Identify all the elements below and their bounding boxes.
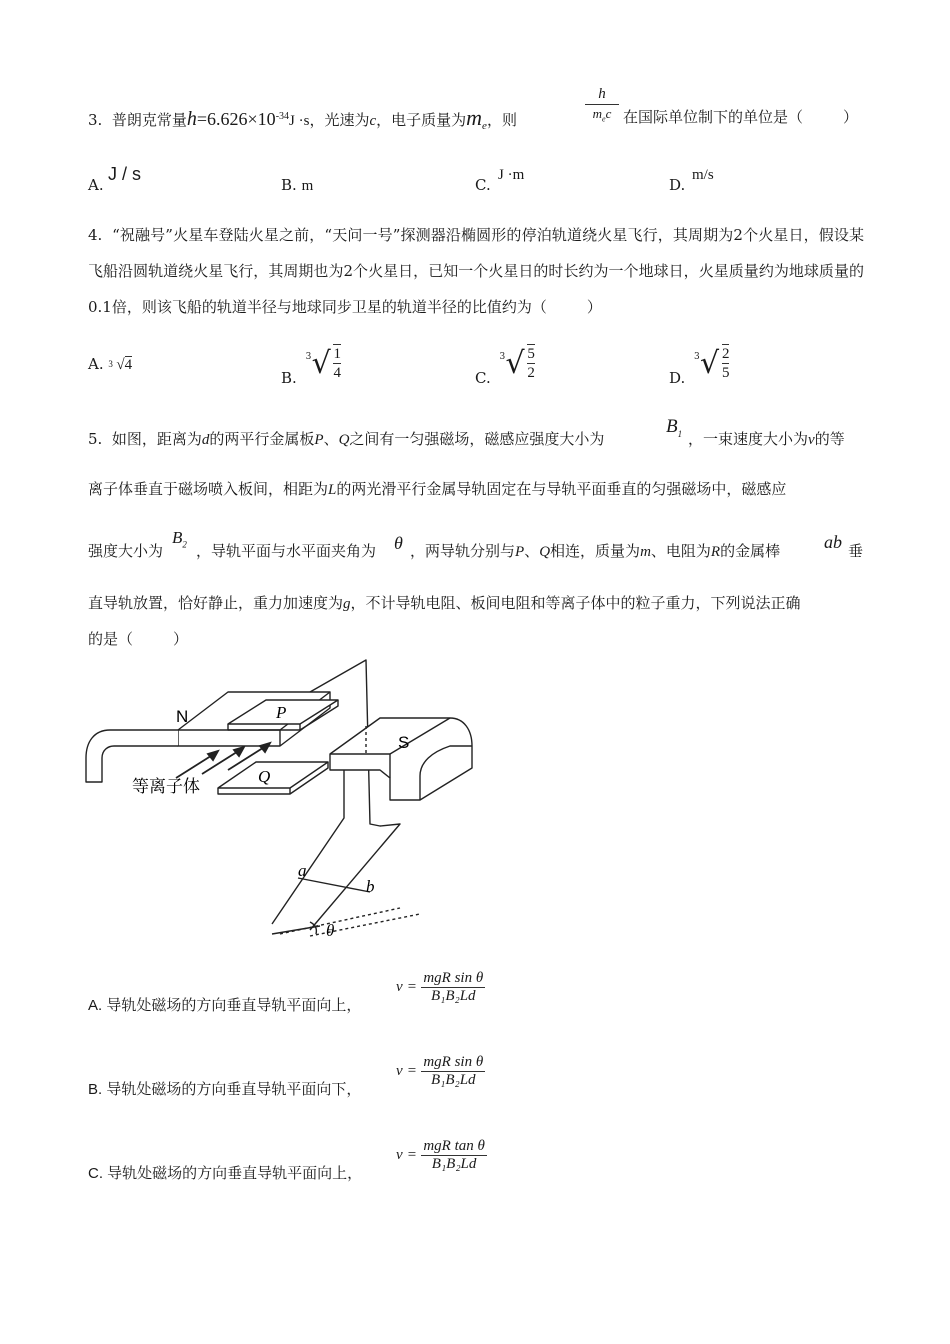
q3-option-a[interactable]: A.	[88, 176, 104, 194]
q3-fraction	[585, 84, 619, 129]
q4-text: “祝融号”火星车登陆火星之前，“天问一号”探测器沿椭圆形的停泊轨道绕火星飞行，其周期为2个火星日，假设某飞船沿圆轨道绕火星飞行，其周期也为2个火星日，已知一个火星日的时长约为一个地球日，火星质量约为地球质量的0.1倍，则该飞船的轨道半径与地球同步卫星的轨道半径的比值约为（	[88, 226, 864, 316]
label-n: N	[176, 707, 189, 726]
q5-line5: 的是（ ）	[88, 630, 189, 648]
q4-option-b[interactable]: B. 3 √ $\frac{1}{4}$	[281, 346, 341, 387]
q3-frac-num: h	[585, 84, 619, 105]
q4-option-c[interactable]: C. 3 √ $\frac{5}{2}$	[475, 346, 535, 387]
q5-line1: 5. 如图，距离为d的两平行金属板P、Q之间有一匀强磁场，磁感应强度大小为	[88, 430, 605, 448]
q5-line3: 强度大小为	[88, 542, 164, 560]
q4-option-d[interactable]: D. 3 √ $\frac{2}{5}$	[669, 346, 730, 387]
q5-option-b[interactable]: B. 导轨处磁场的方向垂直导轨平面向下，	[88, 1081, 362, 1098]
s-magnet	[330, 718, 472, 800]
q5-line3-rest: ，两导轨分别与P、Q相连，质量为m、电阻为R的金属棒	[410, 542, 781, 560]
label-plasma: 等离子体	[132, 777, 200, 797]
q5-ab: ab	[824, 532, 842, 552]
q4-number: 4.	[88, 226, 103, 244]
q5-line2: 离子体垂直于磁场喷入板间，相距为L的两光滑平行金属导轨固定在与导轨平面垂直的匀强磁场中，磁感应	[88, 480, 787, 498]
label-b: b	[366, 877, 375, 896]
q5-B2: $B_2$	[172, 528, 187, 550]
q5-option-c-formula: v = $\frac{\text{mgR tan θ}}{\text{B₁B₂Ld}}$	[396, 1138, 485, 1172]
q5-option-a-formula: v = $\frac{\text{mgR sin θ}}{\text{B₁B₂Ld}}$	[396, 970, 484, 1004]
q5-line3-end: 垂	[848, 542, 864, 560]
q3-post: 在国际单位制下的单位是（ ）	[623, 108, 859, 126]
q3-option-c[interactable]: C.	[475, 176, 491, 194]
q3-mid2: ，电子质量为	[376, 111, 467, 129]
label-s: S	[398, 733, 410, 752]
q3-number: 3.	[88, 111, 103, 129]
q3-h-exp: -34	[275, 111, 290, 122]
q3-me-sub: e	[482, 120, 487, 132]
label-q: Q	[258, 767, 271, 786]
q3-c: c	[369, 113, 377, 129]
q4-stem: 4. “祝融号”火星车登陆火星之前，“天问一号”探测器沿椭圆形的停泊轨道绕火星飞行，其周期为2个火星日，假设某飞船沿圆轨道绕火星飞行，其周期也为2个火星日，已知一个火星日的时长约为一个地球日，火星质量约为地球质量的0.1倍，则该飞船的轨道半径与地球同步卫星的轨道半径的比值约为（ ）	[88, 226, 864, 316]
q4-option-a[interactable]: A. 3 √4	[88, 355, 133, 373]
q5-line3-mid: ，导轨平面与水平面夹角为	[196, 542, 377, 560]
q3-me: m	[466, 105, 483, 130]
q5-option-a[interactable]: A. 导轨处磁场的方向垂直导轨平面向上，	[88, 997, 362, 1014]
q3-option-b[interactable]: B. m	[281, 176, 314, 194]
label-theta: θ	[326, 921, 335, 940]
q3-h-unit: J ·s	[289, 113, 310, 129]
q5-B1: $B_1$	[666, 416, 683, 439]
q3-h-value: =6.626×10	[196, 109, 276, 129]
q3-stem	[88, 106, 517, 137]
q3-pre: 普朗克常量	[111, 111, 187, 129]
q3-option-d[interactable]: D.	[669, 176, 686, 194]
q5-option-c[interactable]: C. 导轨处磁场的方向垂直导轨平面向上，	[88, 1165, 363, 1182]
q5-theta: θ	[394, 533, 403, 553]
q3-option-a-value: J / s	[108, 164, 142, 184]
q5-figure	[80, 650, 500, 950]
q5-line1-end: ，一束速度大小为v的等	[688, 430, 845, 448]
q3-mid1: ，光速为	[309, 111, 370, 129]
label-p: P	[276, 703, 287, 722]
q3-option-d-value: m/s	[692, 167, 714, 183]
q3-h: h	[186, 108, 197, 130]
q5-line4: 直导轨放置，恰好静止，重力加速度为g，不计导轨电阻、板间电阻和等离子体中的粒子重力，下列说法正确	[88, 594, 801, 612]
q3-mid3: ，则	[486, 111, 517, 129]
q3-option-c-value: J ·m	[498, 167, 525, 183]
q3-frac-den: $m_ec$	[592, 106, 612, 124]
label-a: a	[298, 861, 307, 880]
q5-option-b-formula: v = $\frac{\text{mgR sin θ}}{\text{B₁B₂Ld}}$	[396, 1054, 484, 1088]
